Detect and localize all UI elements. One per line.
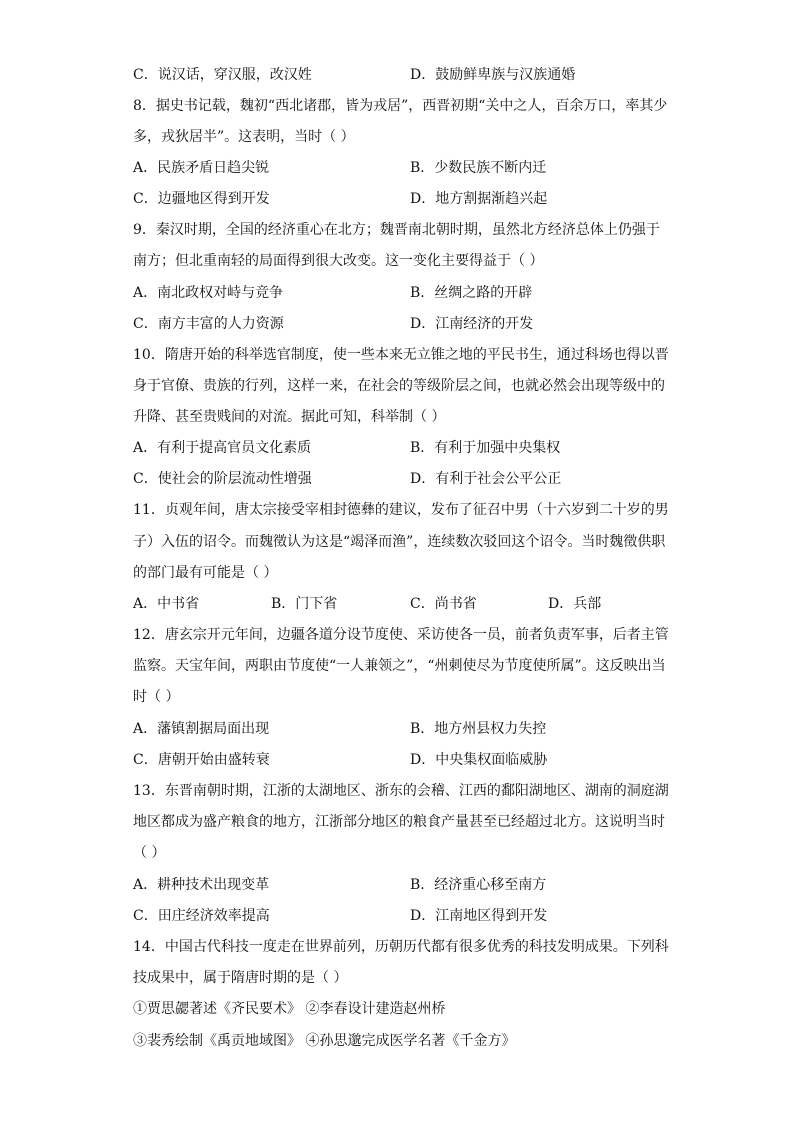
q11-stem-line-2: 子）入伍的诏令。而魏徵认为这是“竭泽而渔”，连续数次驳回这个诏令。当时魏徵供职 — [133, 534, 666, 550]
q12-option-b: B．地方州县权力失控 — [410, 721, 547, 737]
q11-stem-line-1: 11．贞观年间，唐太宗接受宰相封德彝的建议，发布了征召中男（十六岁到二十岁的男 — [133, 502, 669, 518]
q11-option-c: C．尚书省 — [410, 596, 477, 612]
q12-stem-line-2: 监察。天宝年间，两职由节度使“一人兼领之”，“州刺使尽为节度使所属”。这反映出当 — [133, 658, 666, 674]
q13-stem-line-1: 13．东晋南朝时期，江浙的太湖地区、浙东的会稽、江西的鄱阳湖地区、湖南的洞庭湖 — [133, 783, 669, 799]
q14-statement-line-2: ③裴秀绘制《禹贡地域图》 ④孙思邈完成医学名著《千金方》 — [133, 1033, 516, 1049]
q8-option-c: C．边疆地区得到开发 — [133, 191, 270, 207]
q11-stem-line-3: 的部门最有可能是（ ） — [133, 565, 278, 581]
q10-stem-line-1: 10．隋唐开始的科举选官制度，使一些本来无立锥之地的平民书生，通过科场也得以晋 — [133, 347, 669, 363]
q10-stem-line-3: 升降、甚至贵贱间的对流。据此可知，科举制（ ） — [133, 409, 446, 425]
q10-stem-line-2: 身于官僚、贵族的行列，这样一来，在社会的等级阶层之间，也就必然会出现等级中的 — [133, 378, 665, 394]
q8-option-a: A．民族矛盾日趋尖锐 — [133, 160, 270, 176]
q14-stem-line-1: 14．中国古代科技一度走在世界前列，历朝历代都有很多优秀的科技发明成果。下列科 — [133, 939, 669, 955]
q10-option-c: C．使社会的阶层流动性增强 — [133, 471, 312, 487]
q12-stem-line-1: 12．唐玄宗开元年间，边疆各道分设节度使、采访使各一员，前者负责军事，后者主管 — [133, 627, 669, 643]
q8-option-b: B．少数民族不断内迁 — [410, 160, 547, 176]
q14-stem-line-2: 技成果中，属于隋唐时期的是（ ） — [133, 970, 348, 986]
q9-option-a: A．南北政权对峙与竞争 — [133, 285, 284, 301]
q12-option-a: A．藩镇割据局面出现 — [133, 721, 270, 737]
q10-option-b: B．有利于加强中央集权 — [410, 440, 561, 456]
q11-option-d: D．兵部 — [548, 596, 602, 612]
q8-option-d: D．地方割据渐趋兴起 — [410, 191, 548, 207]
q9-option-d: D．江南经济的开发 — [410, 316, 534, 332]
q13-stem-line-3: （ ） — [133, 845, 166, 861]
q11-option-a: A．中书省 — [133, 596, 200, 612]
q9-option-c: C．南方丰富的人力资源 — [133, 316, 284, 332]
q8-stem-line-2: 多，戎狄居半”。这表明，当时（ ） — [133, 129, 355, 145]
q13-option-a: A．耕种技术出现变革 — [133, 877, 270, 893]
q13-option-d: D．江南地区得到开发 — [410, 908, 548, 924]
q9-stem-line-1: 9．秦汉时期，全国的经济重心在北方；魏晋南北朝时期，虽然北方经济总体上仍强于 — [133, 222, 660, 238]
q14-statement-line-1: ①贾思勰著述《齐民要术》 ②李春设计建造赵州桥 — [133, 1001, 446, 1017]
q13-stem-line-2: 地区都成为盛产粮食的地方，江浙部分地区的粮食产量甚至已经超过北方。这说明当时 — [133, 814, 665, 830]
q12-option-d: D．中央集权面临威胁 — [410, 752, 548, 768]
q12-stem-line-3: 时（ ） — [133, 689, 180, 705]
q7-option-d: D．鼓励鲜卑族与汉族通婚 — [410, 67, 576, 83]
q10-option-a: A．有利于提高官员文化素质 — [133, 440, 312, 456]
q11-option-b: B．门下省 — [271, 596, 338, 612]
q9-stem-line-2: 南方；但北重南轻的局面得到很大改变。这一变化主要得益于（ ） — [133, 253, 544, 269]
q9-option-b: B．丝绸之路的开辟 — [410, 285, 533, 301]
q7-option-c: C．说汉话，穿汉服，改汉姓 — [133, 67, 312, 83]
q8-stem-line-1: 8．据史书记载，魏初“西北诸郡，皆为戎居”，西晋初期“关中之人，百余万口，率其少 — [133, 98, 668, 114]
q10-option-d: D．有利于社会公平公正 — [410, 471, 562, 487]
q13-option-b: B．经济重心移至南方 — [410, 877, 547, 893]
q13-option-c: C．田庄经济效率提高 — [133, 908, 270, 924]
q12-option-c: C．唐朝开始由盛转衰 — [133, 752, 270, 768]
